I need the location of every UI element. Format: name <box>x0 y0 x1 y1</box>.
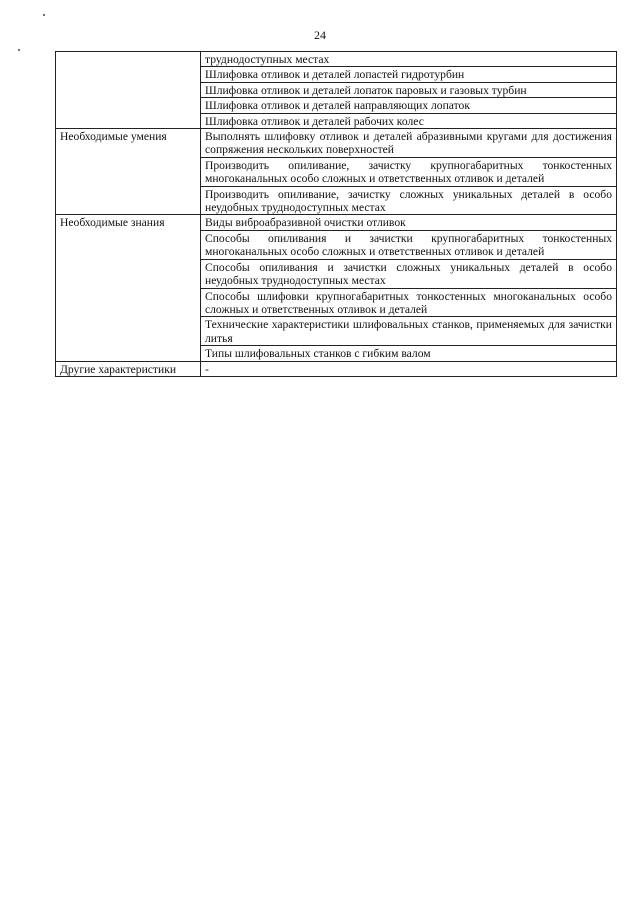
table-cell: Способы опиливания и зачистки крупногабаритных тонкостенных многоканальных особо сложных и ответственных отливок и деталей <box>201 230 617 259</box>
scan-speck <box>18 49 20 51</box>
table-cell: Шлифовка отливок и деталей лопастей гидротурбин <box>201 67 617 82</box>
table-cell: Выполнять шлифовку отливок и деталей абразивными кругами для достижения сопряжения нескольких поверхностей <box>201 129 617 158</box>
table-cell: Производить опиливание, зачистку крупногабаритных тонкостенных многоканальных особо сложных и ответственных отливок и деталей <box>201 157 617 186</box>
table-cell: Типы шлифовальных станков с гибким валом <box>201 346 617 361</box>
table-cell: - <box>201 361 617 376</box>
table-cell: Технические характеристики шлифовальных станков, применяемых для зачистки литья <box>201 317 617 346</box>
page-number: 24 <box>314 28 326 42</box>
table-cell: Шлифовка отливок и деталей направляющих лопаток <box>201 98 617 113</box>
table-row <box>56 52 617 67</box>
table-cell: труднодоступных местах <box>201 52 617 67</box>
table-row <box>56 215 617 230</box>
row-label-other: Другие характеристики <box>56 361 201 376</box>
table-cell: Шлифовка отливок и деталей лопаток паровых и газовых турбин <box>201 82 617 97</box>
scan-speck <box>43 14 45 16</box>
row-label-empty <box>56 52 201 129</box>
table-cell: Производить опиливание, зачистку сложных уникальных деталей в особо неудобных труднодоступных местах <box>201 186 617 215</box>
row-label-knowledge: Необходимые знания <box>56 215 201 361</box>
table-cell: Способы опиливания и зачистки сложных уникальных деталей в особо неудобных труднодоступных местах <box>201 259 617 288</box>
row-label-skills: Необходимые умения <box>56 129 201 215</box>
table-cell: Способы шлифовки крупногабаритных тонкостенных многоканальных особо сложных и ответственных отливок и деталей <box>201 288 617 317</box>
table-row <box>56 361 617 376</box>
table-row <box>56 129 617 158</box>
table-cell: Шлифовка отливок и деталей рабочих колес <box>201 113 617 128</box>
competency-table <box>55 51 617 377</box>
table-cell: Виды виброабразивной очистки отливок <box>201 215 617 230</box>
